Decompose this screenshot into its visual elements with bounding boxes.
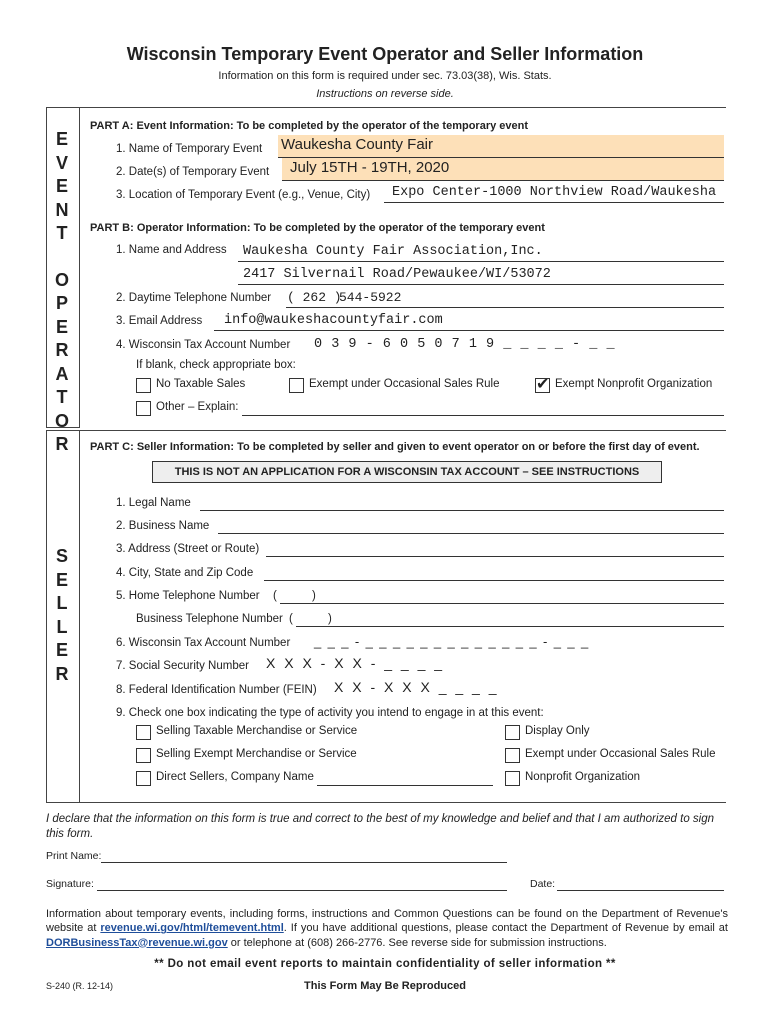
bottom-rule: [46, 802, 726, 803]
side-spacer: [52, 246, 72, 269]
event-name-value: Waukesha County Fair: [281, 136, 434, 153]
part-a-heading: PART A: Event Information: To be completed by the operator of the temporary event: [90, 120, 529, 132]
taxable-merch-checkbox[interactable]: [136, 725, 151, 740]
other-label: Other – Explain:: [156, 401, 239, 413]
direct-sellers-company-field[interactable]: [317, 785, 493, 786]
ssn-label: 7. Social Security Number: [116, 660, 249, 672]
fein-label: 8. Federal Identification Number (FEIN): [116, 684, 317, 696]
part-c-heading: PART C: Seller Information: To be completed by seller and given to event operator on or before the first day of event.: [90, 441, 700, 453]
ssn-value[interactable]: X X X - X X - _ _ _ _: [266, 655, 445, 671]
operator-phone-value: 544-5922: [339, 290, 402, 305]
other-explain-field[interactable]: [242, 415, 724, 416]
event-dates-field[interactable]: [282, 158, 724, 181]
home-phone-label: 5. Home Telephone Number: [116, 590, 260, 602]
banner-text: THIS IS NOT AN APPLICATION FOR A WISCONSIN TAX ACCOUNT – SEE INSTRUCTIONS: [174, 466, 640, 478]
print-name-label: Print Name:: [46, 850, 102, 862]
side-letter: E: [55, 129, 68, 149]
seller-tax-label: 6. Wisconsin Tax Account Number: [116, 637, 291, 649]
print-name-field[interactable]: [101, 862, 507, 863]
side-letter: E: [55, 316, 68, 337]
display-only-checkbox[interactable]: [505, 725, 520, 740]
nonprofit-label: Nonprofit Organization: [525, 771, 641, 783]
date-label: Date:: [530, 878, 556, 890]
operator-phone-label: 2. Daytime Telephone Number: [116, 292, 272, 304]
side-letter: E: [55, 640, 68, 660]
event-name-field[interactable]: [278, 135, 724, 158]
taxable-merch-label: Selling Taxable Merchandise or Service: [156, 725, 358, 737]
operator-name-label: 1. Name and Address: [116, 244, 227, 256]
date-field[interactable]: [557, 890, 724, 891]
display-only-label: Display Only: [525, 725, 590, 737]
side-letter: E: [55, 569, 68, 590]
event-name-label: 1. Name of Temporary Event: [116, 143, 263, 155]
side-letter: O: [54, 269, 69, 290]
operator-name-value: Waukesha County Fair Association,Inc.: [243, 244, 543, 259]
event-dates-label: 2. Date(s) of Temporary Event: [116, 166, 270, 178]
not-application-banner: [152, 461, 662, 483]
side-letter: E: [55, 176, 68, 196]
city-field[interactable]: [264, 580, 724, 581]
signature-field[interactable]: [97, 890, 507, 891]
blank-instructions: If blank, check appropriate box:: [136, 359, 296, 371]
form-title: Wisconsin Temporary Event Operator and Seller Information: [126, 44, 644, 64]
operator-address-field[interactable]: [238, 284, 724, 285]
seller-tax-slots[interactable]: _ _ _ - _ _ _ _ _ _ _ _ _ _ _ _ _ - _ _ _: [314, 634, 590, 649]
event-location-value: Expo Center-1000 Northview Road/Waukesha: [392, 185, 717, 200]
side-letter: N: [55, 199, 69, 220]
declaration-text: I declare that the information on this form is true and correct to the best of my knowledge and belief and that I am authorized to sign this form.: [46, 813, 715, 840]
event-location-field[interactable]: [384, 202, 724, 203]
side-letter: L: [56, 616, 68, 637]
side-letter: L: [56, 593, 68, 613]
side-letter: S: [55, 546, 68, 566]
address-field[interactable]: [266, 556, 724, 557]
exempt-nonprofit-checkbox[interactable]: [535, 378, 550, 393]
direct-sellers-label: Direct Sellers, Company Name: [156, 771, 314, 783]
activity-label: 9. Check one box indicating the type of activity you intend to engage in at this event:: [116, 707, 544, 719]
side-letter: R: [55, 663, 69, 684]
business-phone-open-paren: (: [289, 613, 293, 625]
instructions-note: Instructions on reverse side.: [316, 88, 454, 100]
event-dates-value: July 15TH - 19TH, 2020: [290, 159, 450, 176]
form-id: S-240 (R. 12-14): [46, 981, 114, 991]
form-subtitle: Information on this form is required under sec. 73.03(38), Wis. Stats.: [218, 70, 552, 82]
home-phone-field[interactable]: [280, 603, 724, 604]
side-letter: T: [56, 387, 68, 407]
info-paragraph: [46, 907, 728, 950]
city-label: 4. City, State and Zip Code: [116, 567, 254, 579]
operator-tax-label: 4. Wisconsin Tax Account Number: [116, 339, 291, 351]
business-phone-field[interactable]: [296, 626, 724, 627]
side-letter: R: [55, 340, 69, 360]
home-phone-close-paren: ): [312, 590, 316, 602]
occasional-sales-label: Exempt under Occasional Sales Rule: [525, 748, 716, 760]
nonprofit-checkbox[interactable]: [505, 771, 520, 786]
check-mark-icon: ✔: [536, 376, 550, 393]
part-b-heading: PART B: Operator Information: To be completed by the operator of the temporary event: [90, 222, 545, 234]
email-link[interactable]: DORBusinessTax@revenue.wi.gov: [46, 936, 228, 949]
direct-sellers-checkbox[interactable]: [136, 771, 151, 786]
temevent-link[interactable]: revenue.wi.gov/html/temevent.html: [100, 922, 284, 935]
operator-name-field[interactable]: [238, 261, 724, 262]
info-text-1: Information about temporary events, including forms, instructions and Common Questions can be found on the Department of Revenue's website at: [46, 908, 728, 935]
part-c-rule: [78, 430, 726, 431]
other-checkbox[interactable]: [136, 401, 151, 416]
confidentiality-notice: ** Do not email event reports to maintain confidentiality of seller information **: [154, 958, 616, 970]
exempt-occasional-label: Exempt under Occasional Sales Rule: [309, 378, 500, 390]
operator-tax-value[interactable]: 0 3 9 - 6 0 5 0 7 1 9 _ _ _ _ - _ _: [314, 337, 616, 352]
side-letter: A: [55, 363, 69, 384]
operator-email-field[interactable]: [214, 330, 724, 331]
info-text-2: . If you have additional questions, please contact the Department of Revenue by email at: [283, 922, 728, 935]
side-letter: R: [55, 434, 69, 454]
exempt-merch-label: Selling Exempt Merchandise or Service: [156, 748, 357, 760]
exempt-nonprofit-label: Exempt Nonprofit Organization: [555, 378, 713, 390]
side-letter: O: [54, 410, 69, 431]
legal-name-label: 1. Legal Name: [116, 497, 191, 509]
operator-phone-field[interactable]: [286, 307, 724, 308]
exempt-occasional-checkbox[interactable]: [289, 378, 304, 393]
reproduce-note: This Form May Be Reproduced: [304, 980, 466, 992]
no-taxable-sales-checkbox[interactable]: [136, 378, 151, 393]
address-label: 3. Address (Street or Route): [116, 543, 260, 555]
signature-label: Signature:: [46, 878, 94, 890]
side-letter: P: [55, 293, 68, 313]
info-text-3: or telephone at (608) 266-2776. See reverse side for submission instructions.: [227, 936, 607, 949]
no-taxable-sales-label: No Taxable Sales: [156, 378, 246, 390]
operator-phone-area: ( 262 ): [287, 290, 342, 305]
operator-email-label: 3. Email Address: [116, 315, 203, 327]
home-phone-open-paren: (: [273, 590, 277, 602]
side-letter: V: [55, 152, 68, 173]
business-phone-label: Business Telephone Number: [136, 613, 283, 625]
top-rule: [46, 107, 726, 108]
fein-value[interactable]: X X - X X X _ _ _ _: [334, 679, 500, 695]
occasional-sales-checkbox[interactable]: [505, 748, 520, 763]
operator-email-value: info@waukeshacountyfair.com: [224, 313, 443, 328]
legal-name-field[interactable]: [200, 510, 724, 511]
business-name-field[interactable]: [218, 533, 724, 534]
side-letter: T: [56, 223, 68, 243]
business-phone-close-paren: ): [328, 613, 332, 625]
operator-address-value: 2417 Silvernail Road/Pewaukee/WI/53072: [243, 267, 551, 282]
business-name-label: 2. Business Name: [116, 520, 210, 532]
exempt-merch-checkbox[interactable]: [136, 748, 151, 763]
seller-side-label: [52, 545, 72, 686]
event-location-label: 3. Location of Temporary Event (e.g., Venue, City): [116, 189, 371, 201]
operator-side-label: [52, 128, 72, 457]
